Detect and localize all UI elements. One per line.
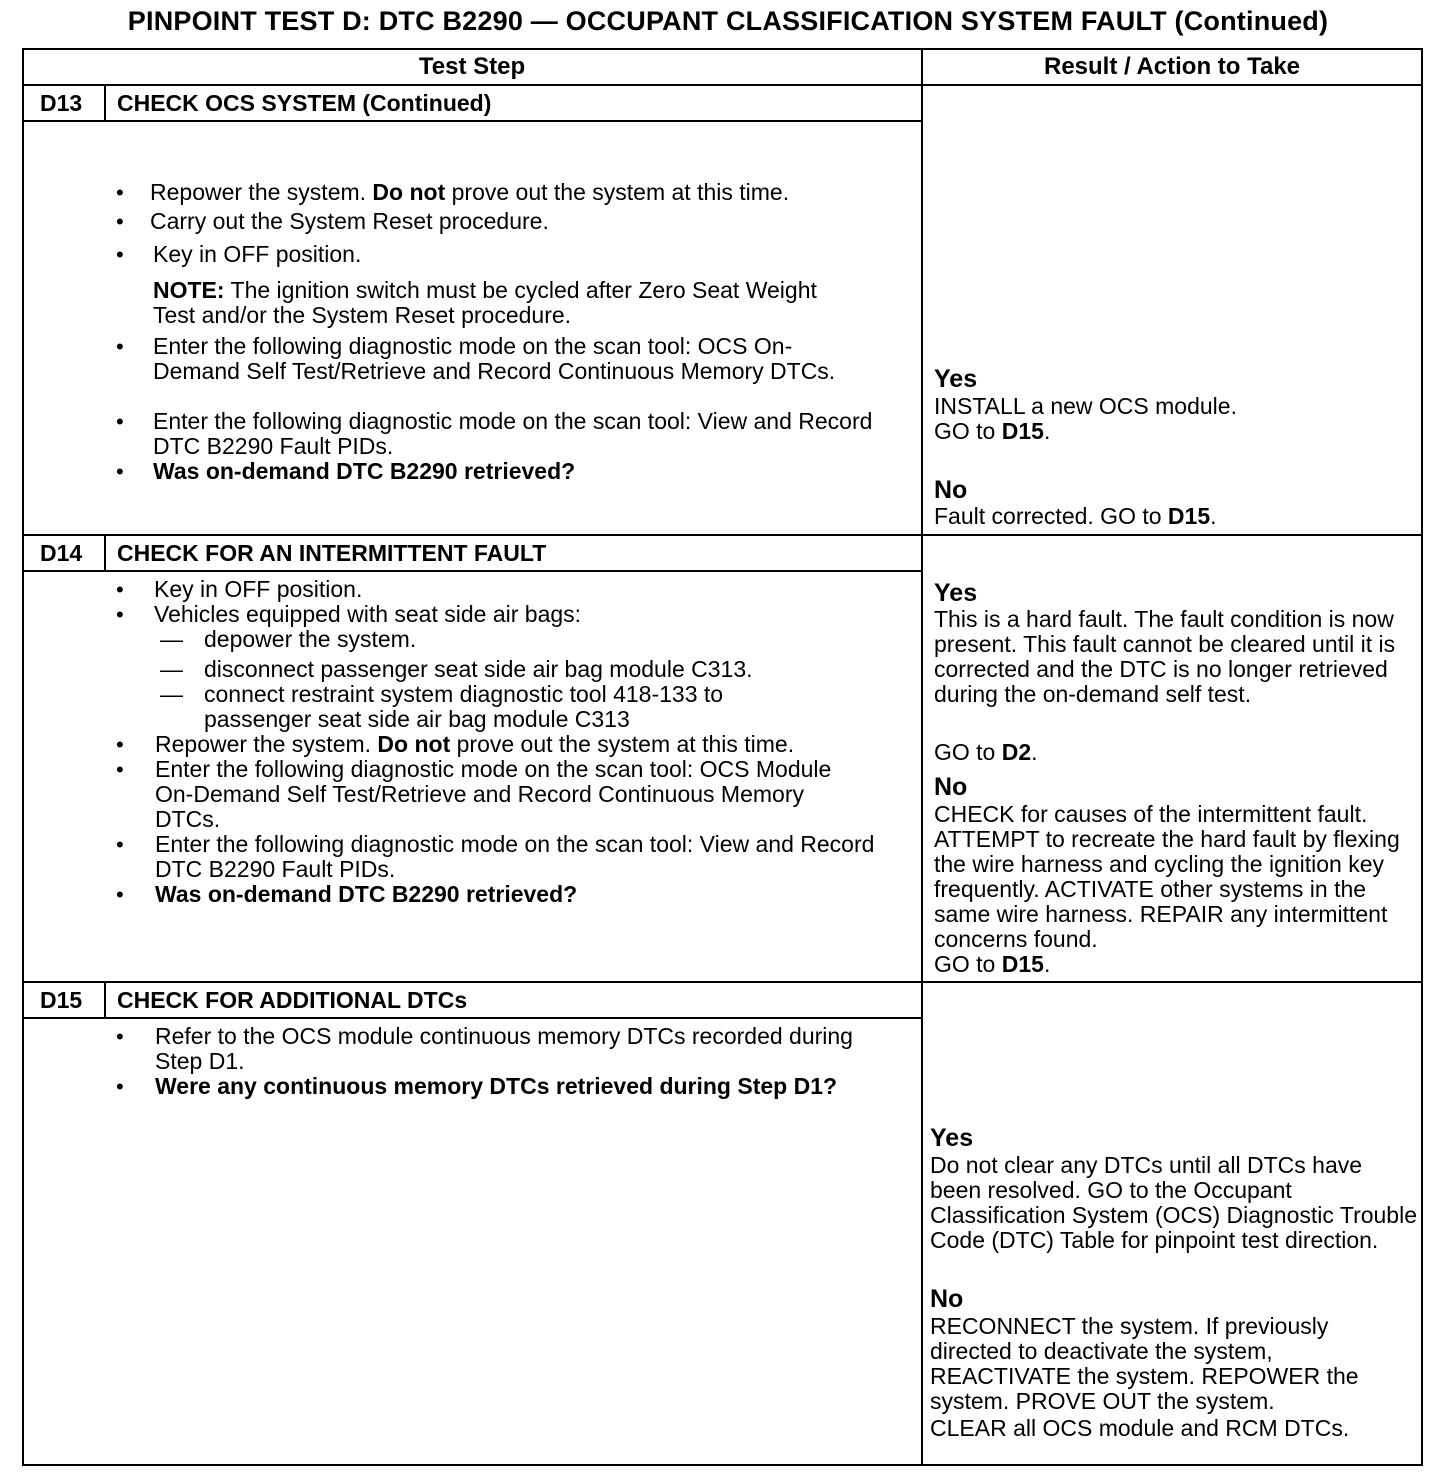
d13-id-divider: [104, 84, 106, 121]
d14-title-divider: [22, 570, 922, 572]
d14-yes-text: This is a hard fault. The fault condition is now present. This fault cannot be cleared until it is corrected and the DTC is no longer retrieved during the on-demand self test.: [934, 606, 1396, 707]
d15-item-1: Refer to the OCS module continuous memory DTCs recorded during Step D1.: [155, 1023, 853, 1074]
bullet-icon: •: [116, 732, 124, 757]
d14-step-id: D14: [40, 540, 83, 566]
d14-subitem-1: depower the system.: [204, 626, 417, 652]
d13-item-4: Enter the following diagnostic mode on the scan tool: OCS On-Demand Self Test/Retrieve and Record Continuous Memory DTCs.: [153, 333, 836, 384]
d15-no-text-2: CLEAR all OCS module and RCM DTCs.: [930, 1415, 1350, 1441]
dash-icon: —: [160, 681, 183, 707]
bullet-icon: •: [116, 882, 124, 907]
bullet-icon: •: [116, 1024, 124, 1049]
d15-item-2: Were any continuous memory DTCs retrieved during Step D1?: [155, 1073, 838, 1099]
d13-item-6: Was on-demand DTC B2290 retrieved?: [153, 458, 576, 484]
row-divider-d14: [22, 534, 1423, 536]
bullet-icon: •: [116, 334, 124, 359]
dash-icon: —: [160, 626, 183, 652]
header-test-step: Test Step: [418, 53, 526, 80]
bullet-icon: •: [116, 832, 124, 857]
d13-item-2: Carry out the System Reset procedure.: [150, 208, 549, 234]
d13-item-5: Enter the following diagnostic mode on the scan tool: View and Record DTC B2290 Fault PIDs.: [153, 408, 873, 459]
bullet-icon: •: [116, 209, 124, 234]
bullet-icon: •: [116, 180, 124, 205]
d13-note: NOTE: The ignition switch must be cycled after Zero Seat Weight Test and/or the System Reset procedure.: [153, 277, 817, 328]
page-title: PINPOINT TEST D: DTC B2290 — OCCUPANT CLASSIFICATION SYSTEM FAULT (Continued): [127, 6, 1329, 36]
bullet-icon: •: [116, 757, 124, 782]
d14-item-1: Key in OFF position.: [154, 576, 363, 602]
d14-subitem-2: disconnect passenger seat side air bag module C313.: [204, 656, 753, 682]
row-divider-d15: [22, 981, 1423, 983]
d14-subitem-3: connect restraint system diagnostic tool 418-133 to passenger seat side air bag module C313: [204, 681, 724, 732]
d14-item-5: Enter the following diagnostic mode on the scan tool: View and Record DTC B2290 Fault PIDs.: [155, 831, 875, 882]
d15-no-text: RECONNECT the system. If previously directed to deactivate the system, REACTIVATE the system. REPOWER the system. PROVE OUT the system.: [930, 1313, 1359, 1414]
d13-yes-goto: GO to D15.: [934, 418, 1051, 444]
d14-no-goto: GO to D15.: [934, 951, 1051, 977]
d15-id-divider: [104, 981, 106, 1018]
d14-no-text: CHECK for causes of the intermittent fault. ATTEMPT to recreate the hard fault by flexing the wire harness and cycling the ignition key frequently. ACTIVATE other systems in the same wire harness. REPAIR any intermittent concerns found.: [934, 801, 1400, 952]
bullet-icon: •: [116, 409, 124, 434]
d14-id-divider: [104, 534, 106, 571]
bullet-icon: •: [116, 459, 124, 484]
d13-yes-text: INSTALL a new OCS module.: [934, 393, 1237, 419]
d13-step-id: D13: [40, 90, 83, 116]
d13-step-title: CHECK OCS SYSTEM (Continued): [117, 90, 492, 116]
bullet-icon: •: [116, 602, 124, 627]
bullet-icon: •: [116, 242, 124, 267]
bullet-icon: •: [116, 577, 124, 602]
column-divider: [921, 48, 923, 1466]
bullet-icon: •: [116, 1074, 124, 1099]
d14-item-6: Was on-demand DTC B2290 retrieved?: [155, 881, 578, 907]
dash-icon: —: [160, 656, 183, 682]
d14-no-label: No: [934, 773, 968, 801]
header-divider: [22, 84, 1423, 86]
d14-item-2: Vehicles equipped with seat side air bags:: [154, 601, 582, 627]
d13-no-text: Fault corrected. GO to D15.: [934, 503, 1217, 529]
d14-step-title: CHECK FOR AN INTERMITTENT FAULT: [117, 540, 547, 566]
d14-yes-label: Yes: [934, 579, 978, 607]
d14-item-4: Enter the following diagnostic mode on the scan tool: OCS Module On-Demand Self Test/Retrieve and Record Continuous Memory DTCs.: [155, 756, 832, 832]
d15-yes-text: Do not clear any DTCs until all DTCs have been resolved. GO to the Occupant Classification System (OCS) Diagnostic Trouble Code (DTC) Table for pinpoint test direction.: [930, 1152, 1417, 1253]
d14-yes-goto: GO to D2.: [934, 739, 1038, 765]
d15-no-label: No: [930, 1285, 964, 1313]
header-result: Result / Action to Take: [1043, 53, 1301, 80]
d13-title-divider: [22, 120, 922, 122]
d13-no-label: No: [934, 476, 968, 504]
d13-item-1: Repower the system. Do not prove out the system at this time.: [150, 179, 790, 205]
d15-yes-label: Yes: [930, 1124, 974, 1152]
d13-item-3: Key in OFF position.: [153, 241, 362, 267]
d14-item-3: Repower the system. Do not prove out the system at this time.: [155, 731, 795, 757]
d15-title-divider: [22, 1017, 922, 1019]
d13-yes-label: Yes: [934, 365, 978, 393]
d15-step-title: CHECK FOR ADDITIONAL DTCs: [117, 987, 468, 1013]
d15-step-id: D15: [40, 987, 83, 1013]
